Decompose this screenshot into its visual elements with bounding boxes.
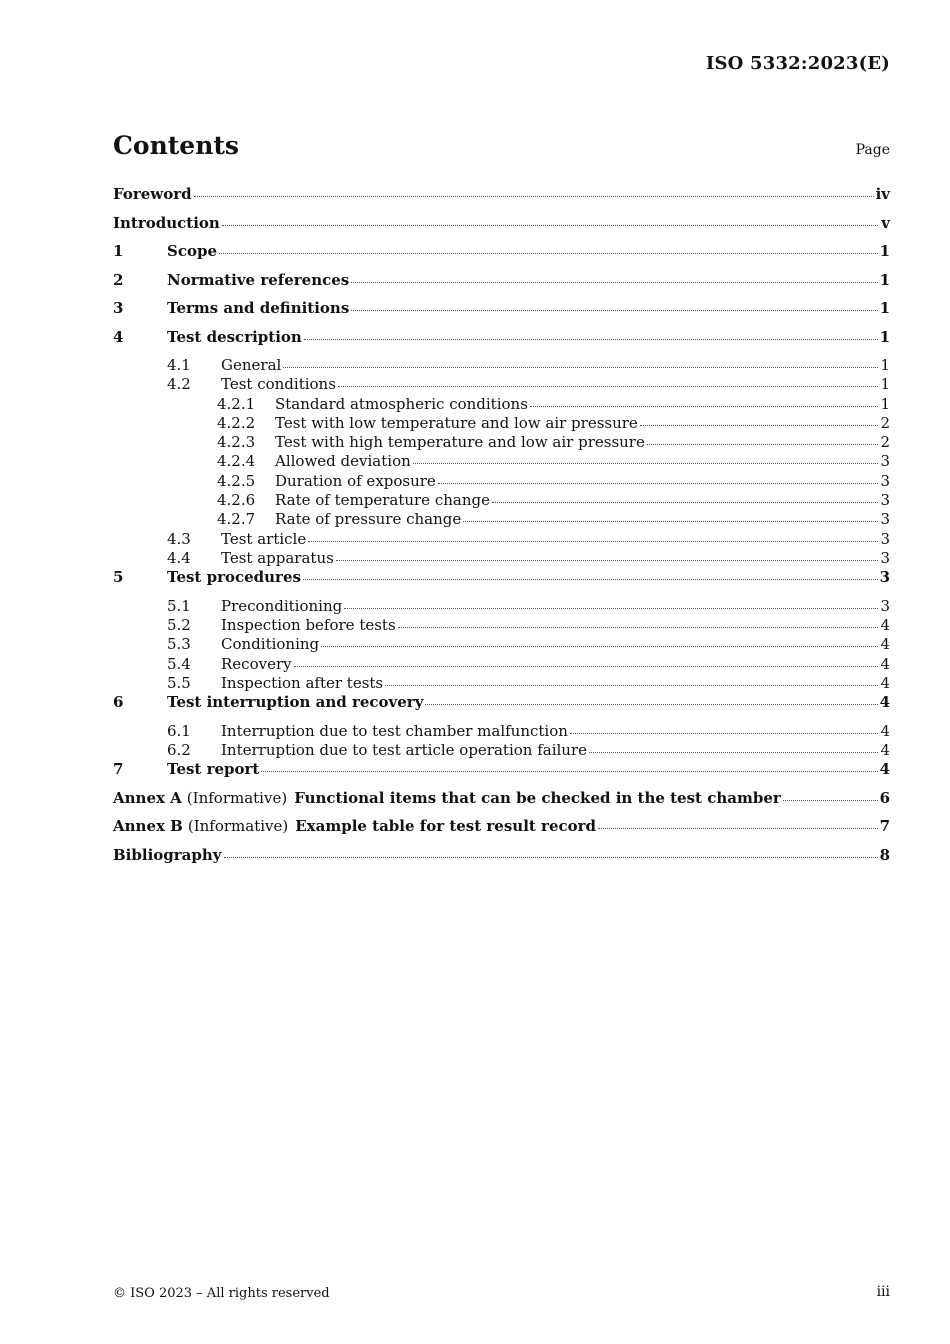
toc-dot-leader [304,338,878,340]
toc-entry-page: 4 [880,616,890,635]
toc-dot-leader [303,578,878,580]
toc-entry[interactable] [113,693,890,722]
toc-dot-leader [438,482,878,484]
toc-entry[interactable] [113,452,890,471]
toc-dot-leader [283,366,878,368]
toc-entry-page: 1 [879,242,890,260]
toc-entry-page: 8 [879,845,890,864]
toc-entry-number: 5.1 [167,596,191,615]
toc-entry-number: 5.3 [167,635,191,654]
toc-dot-leader [492,501,878,503]
toc-annex-tag: Annex B [113,817,183,836]
toc-entry[interactable] [113,597,890,616]
toc-entry-page: 7 [879,817,890,836]
toc-entry-label: Test with low temperature and low air pressure [275,413,638,432]
toc-dot-leader [589,751,878,753]
toc-entry-label: Preconditioning [221,596,343,615]
toc-entry[interactable] [113,375,890,394]
toc-entry-label: Conditioning [221,635,320,654]
toc-entry-page: 4 [880,635,890,654]
toc-entry[interactable] [113,549,890,568]
toc-entry[interactable] [113,616,890,635]
toc-entry[interactable] [113,242,890,271]
page-column-label: Page [855,142,890,158]
toc-entry-page: 3 [880,510,890,529]
toc-entry[interactable] [113,817,890,846]
toc-entry-label: Scope [167,242,218,260]
toc-entry-page: 4 [879,760,890,779]
toc-entry[interactable] [113,760,890,789]
footer-copyright: © ISO 2023 – All rights reserved [113,1286,330,1301]
toc-entry[interactable] [113,491,890,510]
toc-entry-label: Recovery [221,654,292,673]
toc-entry[interactable] [113,414,890,433]
toc-dot-leader [463,520,878,522]
toc-entry-number: 4.2 [167,375,191,394]
toc-entry-page: 3 [880,452,890,471]
toc-entry-page: 3 [880,548,890,567]
toc-entry-page: 1 [879,327,890,346]
toc-dot-leader [219,252,878,254]
toc-entry-number: 6.1 [167,721,191,740]
toc-entry[interactable] [113,328,890,357]
toc-entry-number: 4.1 [167,356,191,374]
toc-entry-label: Allowed deviation [275,452,411,471]
toc-dot-leader [640,424,878,426]
toc-entry[interactable] [113,568,890,597]
toc-entry-number: 4.3 [167,529,191,548]
toc-entry-label: Normative references [167,270,350,289]
toc-entry-number: 6.2 [167,741,191,760]
toc-entry-number: 3 [113,299,124,317]
toc-dot-leader [308,540,878,542]
toc-entry[interactable] [113,356,890,375]
toc-dot-leader [425,703,877,705]
toc-dot-leader [385,684,878,686]
toc-entry-label: Test report [167,760,260,779]
toc-entry-label: Duration of exposure [275,471,436,490]
toc-entry-page: 4 [880,654,890,673]
toc-entry-number: 4.2.2 [217,413,256,432]
toc-entry[interactable] [113,472,890,491]
toc-dot-leader [598,827,878,829]
toc-dot-leader [344,607,878,609]
toc-entry-page: 1 [880,394,890,413]
toc-entry-page: 1 [879,299,890,317]
toc-entry-label: Standard atmospheric conditions [275,394,528,413]
toc-dot-leader [413,462,878,464]
toc-entry-label: Test procedures [167,568,301,587]
toc-entry-page: 1 [880,375,890,394]
toc-entry-label: Test description [167,327,302,346]
toc-entry-number: 4.2.5 [217,471,256,490]
toc-entry-page: 1 [880,356,890,374]
toc-entry-number: 4.2.7 [217,510,256,529]
toc-dot-leader [351,281,877,283]
toc-entry-page: 2 [880,433,890,452]
toc-dot-leader [336,559,878,561]
toc-dot-leader [351,309,877,311]
toc-dot-leader [194,195,874,197]
toc-entry-number: 2 [113,270,124,289]
toc-entry-label: Foreword [113,185,192,203]
toc-dot-leader [224,856,878,858]
toc-annex-kind: (Informative) [186,788,288,807]
toc-entry[interactable] [113,741,890,760]
toc-entry-number: 5 [113,568,124,587]
document-id: ISO 5332:2023(E) [705,53,890,74]
toc-dot-leader [222,224,878,226]
toc-entry-label: General [221,356,282,374]
toc-dot-leader [647,443,878,445]
toc-entry-label: Terms and definitions [167,299,350,317]
toc-entry-number: 4.4 [167,548,191,567]
toc-entry-page: 4 [880,721,890,740]
toc-entry-page: 1 [879,270,890,289]
toc-entry[interactable] [113,299,890,328]
toc-entry[interactable] [113,789,890,818]
toc-entry-page: iv [875,185,890,203]
toc-entry-label: Functional items that can be checked in the test chamber [294,788,781,807]
toc-entry[interactable] [113,722,890,741]
toc-entry[interactable] [113,674,890,693]
toc-dot-leader [321,645,878,647]
toc-entry[interactable] [113,635,890,654]
page-title: Contents [113,131,240,160]
toc-entry-label: Interruption due to test chamber malfunction [221,721,568,740]
footer-page-number: iii [876,1284,890,1300]
toc-entry[interactable] [113,271,890,300]
toc-dot-leader [398,626,878,628]
toc-entry-page: v [881,213,890,232]
toc-entry-page: 3 [879,568,890,587]
toc-entry-label: Rate of pressure change [275,510,462,529]
toc-entry[interactable] [113,846,890,875]
toc-entry-number: 5.2 [167,616,191,635]
toc-entry-page: 4 [880,673,890,692]
toc-entry-number: 4 [113,327,124,346]
toc-entry-label: Bibliography [113,845,222,864]
toc-entry-page: 4 [880,741,890,760]
toc-entry[interactable] [113,433,890,452]
toc-entry[interactable] [113,395,890,414]
toc-entry[interactable] [113,185,890,214]
toc-entry-number: 1 [113,242,124,260]
toc-dot-leader [261,770,877,772]
toc-entry-page: 6 [879,788,890,807]
toc-entry-label: Inspection after tests [221,673,384,692]
toc-dot-leader [338,385,878,387]
toc-entry-number: 5.5 [167,673,191,692]
toc-entry-label: Test apparatus [221,548,334,567]
toc-dot-leader [294,665,878,667]
toc-entry-number: 6 [113,693,124,712]
toc-entry-label: Introduction [113,213,220,232]
toc-entry-number: 7 [113,760,124,779]
toc-entry[interactable] [113,214,890,243]
toc-dot-leader [530,405,878,407]
toc-entry-page: 3 [880,529,890,548]
toc-dot-leader [783,799,878,801]
table-of-contents [113,185,890,874]
toc-annex-tag: Annex A [113,788,182,807]
toc-entry-label: Rate of temperature change [275,491,490,510]
toc-entry-page: 3 [880,596,890,615]
toc-entry-label: Inspection before tests [221,616,396,635]
toc-entry-number: 4.2.4 [217,452,256,471]
toc-entry-label: Test article [221,529,307,548]
toc-entry-number: 4.2.6 [217,491,256,510]
toc-entry-number: 5.4 [167,654,191,673]
toc-entry-label: Test conditions [221,375,336,394]
toc-entry-label: Interruption due to test article operation failure [221,741,587,760]
toc-entry-page: 2 [880,413,890,432]
toc-entry-page: 3 [880,491,890,510]
toc-entry-number: 4.2.3 [217,433,256,452]
toc-entry[interactable] [113,510,890,529]
toc-entry-page: 4 [879,693,890,712]
toc-entry-label: Test with high temperature and low air pressure [275,433,645,452]
toc-entry-page: 3 [880,471,890,490]
toc-entry-label: Test interruption and recovery [167,693,424,712]
toc-annex-kind: (Informative) [187,817,289,836]
toc-entry[interactable] [113,655,890,674]
toc-entry[interactable] [113,530,890,549]
toc-entry-label: Example table for test result record [295,817,597,836]
toc-dot-leader [570,732,878,734]
toc-entry-number: 4.2.1 [217,394,256,413]
